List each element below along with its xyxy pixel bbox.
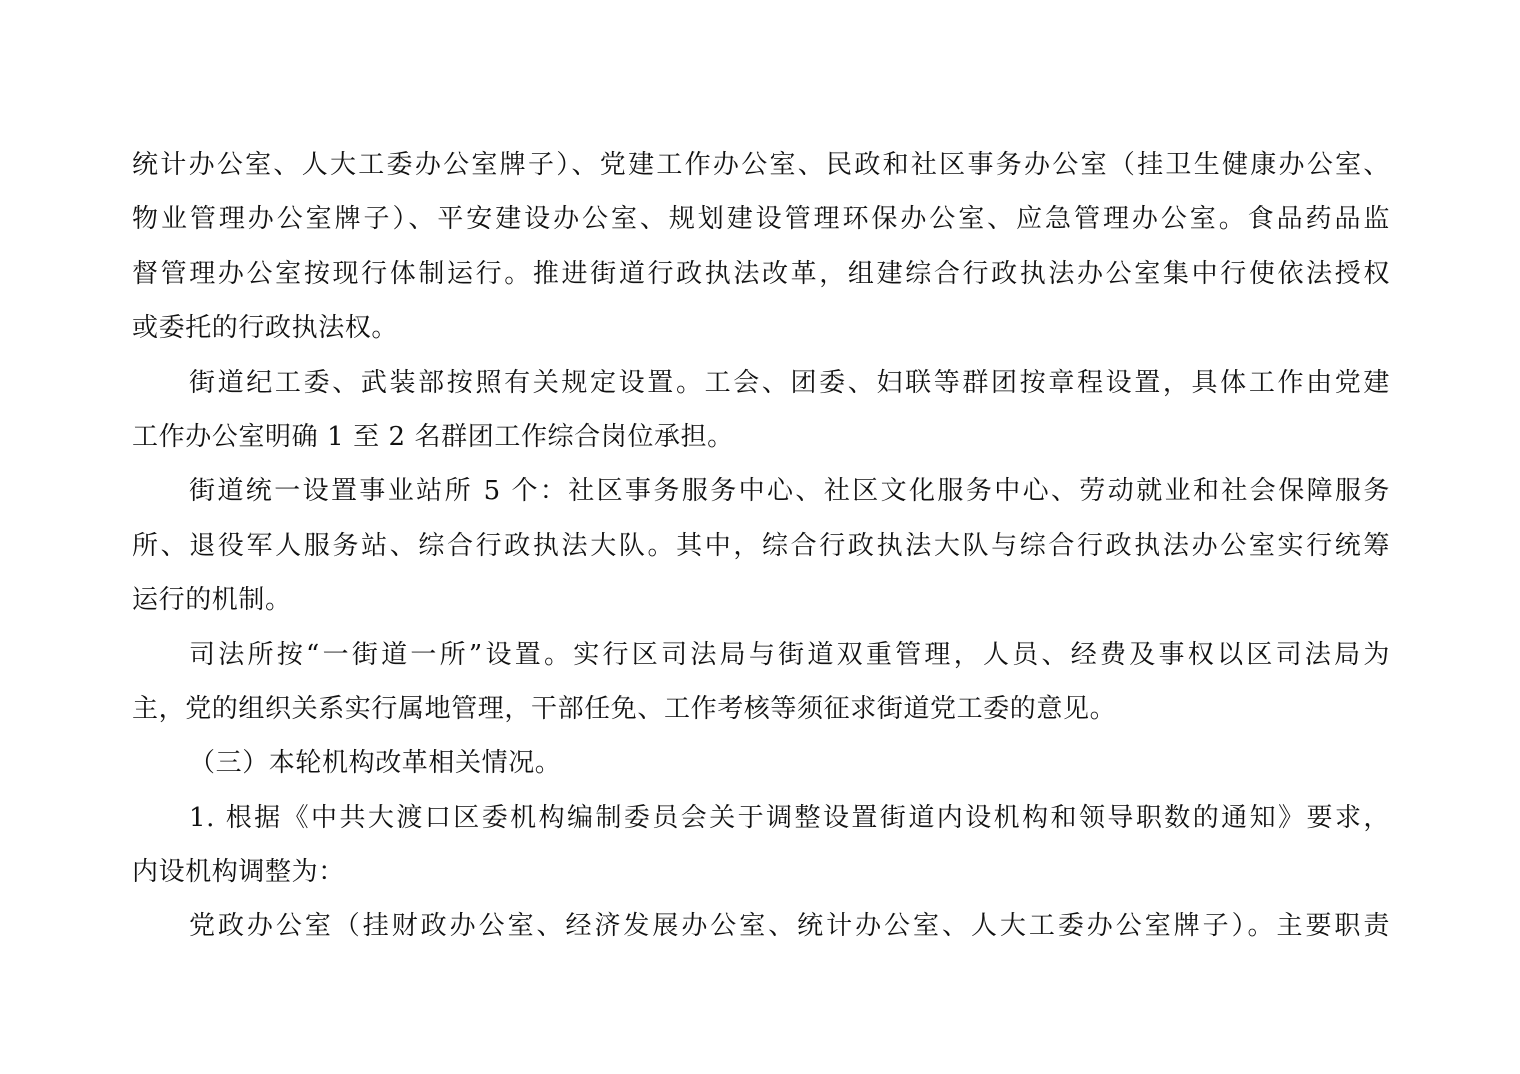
paragraph-start-line: 1. 根据《中共大渡口区委机构编制委员会关于调整设置街道内设机构和领导职数的通知》要求， (189, 802, 1390, 833)
document-body (132, 138, 1390, 954)
text-line: 所、退役军人服务站、综合行政执法大队。其中，综合行政执法大队与综合行政执法办公室实行统筹 (132, 530, 1390, 561)
text-line: 主，党的组织关系实行属地管理，干部任免、工作考核等须征求街道党工委的意见。 (132, 693, 1117, 724)
text-line: 内设机构调整为： (132, 857, 345, 888)
paragraph-start-line: 党政办公室（挂财政办公室、经济发展办公室、统计办公室、人大工委办公室牌子）。主要职责 (189, 911, 1390, 942)
paragraph-start-line: 街道统一设置事业站所 5 个：社区事务服务中心、社区文化服务中心、劳动就业和社会保障服务 (189, 476, 1390, 507)
paragraph-start-line: 司法所按“一街道一所”设置。实行区司法局与街道双重管理，人员、经费及事权以区司法局为 (189, 639, 1390, 670)
text-line: 或委托的行政执法权。 (132, 313, 399, 344)
section-heading: （三）本轮机构改革相关情况。 (189, 748, 562, 779)
text-line: 物业管理办公室牌子）、平安建设办公室、规划建设管理环保办公室、应急管理办公室。食品药品监 (132, 204, 1390, 235)
text-line: 统计办公室、人大工委办公室牌子）、党建工作办公室、民政和社区事务办公室（挂卫生健康办公室、 (132, 150, 1390, 180)
text-line: 督管理办公室按现行体制运行。推进街道行政执法改革，组建综合行政执法办公室集中行使依法授权 (132, 258, 1390, 289)
text-line: 运行的机制。 (132, 585, 292, 616)
paragraph-start-line: 街道纪工委、武装部按照有关规定设置。工会、团委、妇联等群团按章程设置，具体工作由党建 (189, 367, 1390, 398)
text-line: 工作办公室明确 1 至 2 名群团工作综合岗位承担。 (132, 421, 734, 452)
